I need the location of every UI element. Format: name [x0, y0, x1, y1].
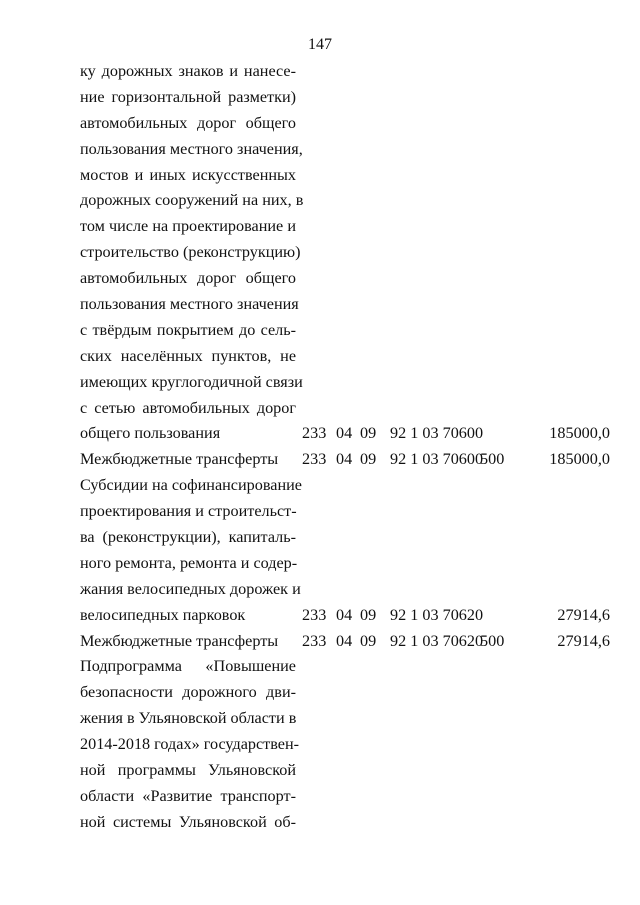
table-row: [80, 292, 620, 318]
table-row: [80, 421, 620, 447]
ministry-code: 233: [302, 605, 327, 624]
table-row: [80, 318, 620, 344]
table-row: [80, 59, 620, 85]
row-description: общего пользования: [80, 424, 221, 443]
row-description: жения в Ульяновской области в: [80, 709, 297, 728]
row-description: 2014-2018 годах» государствен-: [80, 735, 300, 754]
ministry-code: 233: [302, 631, 327, 650]
table-row: [80, 396, 620, 422]
target-article: 92 1 03 70620: [390, 605, 484, 624]
table-row: [80, 810, 620, 836]
table-row: [80, 163, 620, 189]
amount: 27914,6: [557, 631, 610, 650]
table-row: [80, 473, 620, 499]
table-row: [80, 370, 620, 396]
section-code: 04: [336, 631, 353, 650]
row-description: Подпрограмма «Повышение: [80, 657, 296, 676]
table-row: [80, 551, 620, 577]
row-description: пользования местного значения: [80, 295, 299, 314]
page-number: 147: [308, 36, 332, 53]
budget-table: [80, 59, 620, 836]
section-code: 04: [336, 450, 353, 469]
table-row: [80, 603, 620, 629]
table-row: [80, 629, 620, 655]
expense-type: 500: [480, 631, 505, 650]
row-description: безопасности дорожного дви-: [80, 683, 296, 702]
row-description: ной программы Ульяновской: [80, 761, 296, 780]
subsection-code: 09: [360, 450, 377, 469]
row-description: автомобильных дорог общего: [80, 269, 296, 288]
row-description: ной системы Ульяновской об-: [80, 812, 296, 831]
amount: 185000,0: [549, 424, 610, 443]
target-article: 92 1 03 70600: [390, 450, 484, 469]
ministry-code: 233: [302, 450, 327, 469]
table-row: [80, 188, 620, 214]
row-description: пользования местного значения,: [80, 139, 303, 158]
table-row: [80, 137, 620, 163]
row-description: ного ремонта, ремонта и содер-: [80, 553, 298, 572]
table-row: [80, 499, 620, 525]
target-article: 92 1 03 70620: [390, 631, 484, 650]
row-description: области «Развитие транспорт-: [80, 786, 296, 805]
table-row: [80, 85, 620, 111]
table-row: [80, 784, 620, 810]
row-description: дорожных сооружений на них, в: [80, 191, 304, 210]
row-description: жания велосипедных дорожек и: [80, 579, 301, 598]
row-description: ских населённых пунктов, не: [80, 346, 296, 365]
row-description: том числе на проектирование и: [80, 217, 296, 236]
section-code: 04: [336, 605, 353, 624]
row-description: мостов и иных искусственных: [80, 165, 296, 184]
row-description: ва (реконструкции), капиталь-: [80, 528, 296, 547]
target-article: 92 1 03 70600: [390, 424, 484, 443]
table-row: [80, 111, 620, 137]
row-description: с твёрдым покрытием до сель-: [80, 320, 296, 339]
table-row: [80, 266, 620, 292]
row-description: строительство (реконструкцию): [80, 243, 301, 262]
expense-type: 500: [480, 450, 505, 469]
table-row: [80, 654, 620, 680]
amount: 27914,6: [557, 605, 610, 624]
ministry-code: 233: [302, 424, 327, 443]
row-description: Межбюджетные трансферты: [80, 631, 279, 650]
row-description: с сетью автомобильных дорог: [80, 398, 296, 417]
table-row: [80, 525, 620, 551]
row-description: Субсидии на софинансирование: [80, 476, 302, 495]
table-row: [80, 344, 620, 370]
row-description: велосипедных парковок: [80, 605, 246, 624]
table-row: [80, 732, 620, 758]
subsection-code: 09: [360, 605, 377, 624]
table-row: [80, 758, 620, 784]
table-row: [80, 447, 620, 473]
amount: 185000,0: [549, 450, 610, 469]
table-row: [80, 214, 620, 240]
table-row: [80, 706, 620, 732]
subsection-code: 09: [360, 424, 377, 443]
section-code: 04: [336, 424, 353, 443]
row-description: имеющих круглогодичной связи: [80, 372, 303, 391]
row-description: проектирования и строительст-: [80, 502, 297, 521]
subsection-code: 09: [360, 631, 377, 650]
row-description: Межбюджетные трансферты: [80, 450, 279, 469]
table-row: [80, 240, 620, 266]
row-description: автомобильных дорог общего: [80, 113, 296, 132]
table-row: [80, 680, 620, 706]
row-description: ние горизонтальной разметки): [80, 87, 296, 106]
table-row: [80, 577, 620, 603]
row-description: ку дорожных знаков и нанесе-: [80, 62, 296, 80]
